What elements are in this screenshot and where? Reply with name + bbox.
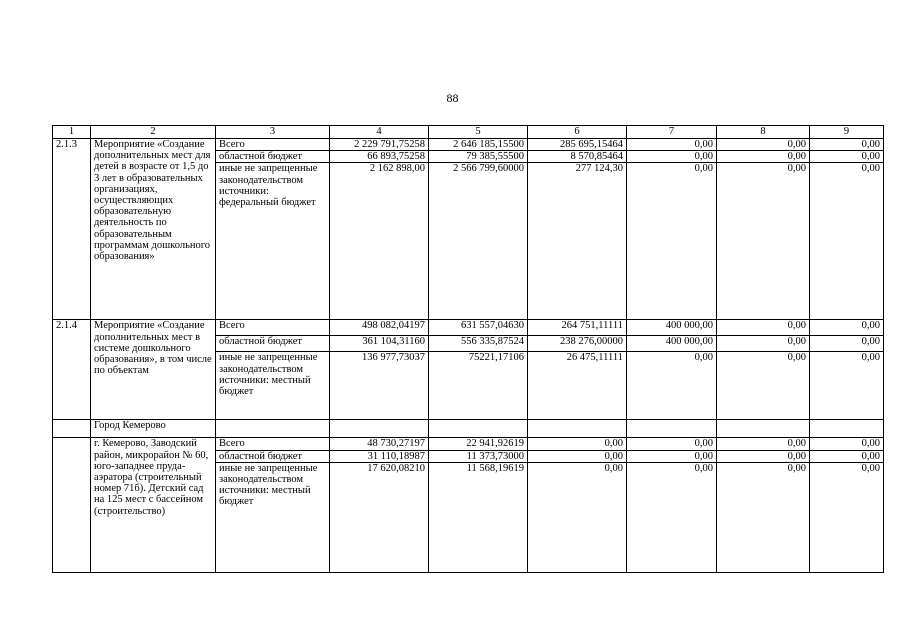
empty-cell <box>810 420 884 438</box>
funding-source: областной бюджет <box>216 450 330 462</box>
amount-cell: 79 385,55500 <box>429 151 528 163</box>
amount-cell: 0,00 <box>627 163 717 320</box>
amount-cell: 0,00 <box>627 139 717 151</box>
amount-cell: 0,00 <box>717 462 810 572</box>
amount-cell: 0,00 <box>717 438 810 450</box>
amount-cell: 0,00 <box>627 462 717 572</box>
amount-cell: 361 104,31160 <box>330 336 429 352</box>
amount-cell: 2 229 791,75258 <box>330 139 429 151</box>
funding-source: Всего <box>216 438 330 450</box>
amount-cell: 277 124,30 <box>528 163 627 320</box>
item-name: г. Кемерово, Заводский район, микрорайон № 60, юго-западнее пруда-аэратора (строительный номер 71б). Детский сад на 125 мест с бассейном (строительство) <box>91 438 216 572</box>
amount-cell: 400 000,00 <box>627 320 717 336</box>
amount-cell: 17 620,08210 <box>330 462 429 572</box>
amount-cell: 22 941,92619 <box>429 438 528 450</box>
funding-source: Всего <box>216 139 330 151</box>
amount-cell: 0,00 <box>717 163 810 320</box>
column-header: 6 <box>528 126 627 139</box>
empty-cell <box>53 420 91 438</box>
table-row <box>53 438 884 450</box>
column-header: 1 <box>53 126 91 139</box>
item-code <box>53 438 91 572</box>
column-header: 5 <box>429 126 528 139</box>
funding-source: областной бюджет <box>216 336 330 352</box>
amount-cell: 0,00 <box>810 139 884 151</box>
amount-cell: 0,00 <box>717 336 810 352</box>
amount-cell: 0,00 <box>717 151 810 163</box>
amount-cell: 0,00 <box>810 352 884 420</box>
amount-cell: 0,00 <box>810 320 884 336</box>
column-header: 7 <box>627 126 717 139</box>
table-row <box>53 420 884 438</box>
amount-cell: 556 335,87524 <box>429 336 528 352</box>
program-table <box>52 125 884 573</box>
page-number: 88 <box>446 91 459 105</box>
amount-cell: 31 110,18987 <box>330 450 429 462</box>
amount-cell: 0,00 <box>717 320 810 336</box>
column-header: 3 <box>216 126 330 139</box>
amount-cell: 0,00 <box>810 462 884 572</box>
column-header: 8 <box>717 126 810 139</box>
column-header: 4 <box>330 126 429 139</box>
amount-cell: 0,00 <box>717 450 810 462</box>
column-header: 9 <box>810 126 884 139</box>
amount-cell: 631 557,04630 <box>429 320 528 336</box>
amount-cell: 2 162 898,00 <box>330 163 429 320</box>
amount-cell: 0,00 <box>627 151 717 163</box>
amount-cell: 0,00 <box>627 450 717 462</box>
empty-cell <box>528 420 627 438</box>
table-header-row <box>53 126 884 139</box>
item-name: Мероприятие «Создание дополнительных мест в системе дошкольного образования», в том числе по объектам <box>91 320 216 420</box>
empty-cell <box>627 420 717 438</box>
amount-cell: 0,00 <box>717 139 810 151</box>
amount-cell: 498 082,04197 <box>330 320 429 336</box>
empty-cell <box>717 420 810 438</box>
amount-cell: 0,00 <box>810 163 884 320</box>
amount-cell: 238 276,00000 <box>528 336 627 352</box>
amount-cell: 136 977,73037 <box>330 352 429 420</box>
amount-cell: 0,00 <box>810 336 884 352</box>
city-name: Город Кемерово <box>91 420 216 438</box>
amount-cell: 0,00 <box>810 151 884 163</box>
amount-cell: 0,00 <box>528 438 627 450</box>
funding-source: областной бюджет <box>216 151 330 163</box>
amount-cell: 0,00 <box>717 352 810 420</box>
amount-cell: 11 373,73000 <box>429 450 528 462</box>
table-row <box>53 320 884 336</box>
empty-cell <box>429 420 528 438</box>
amount-cell: 11 568,19619 <box>429 462 528 572</box>
funding-source: иные не запрещенные законодательством источники: местный бюджет <box>216 352 330 420</box>
amount-cell: 0,00 <box>528 450 627 462</box>
item-code: 2.1.4 <box>53 320 91 420</box>
amount-cell: 26 475,11111 <box>528 352 627 420</box>
funding-source: иные не запрещенные законодательством источники: федеральный бюджет <box>216 163 330 320</box>
amount-cell: 66 893,75258 <box>330 151 429 163</box>
amount-cell: 264 751,11111 <box>528 320 627 336</box>
amount-cell: 0,00 <box>810 438 884 450</box>
amount-cell: 0,00 <box>810 450 884 462</box>
amount-cell: 8 570,85464 <box>528 151 627 163</box>
column-header: 2 <box>91 126 216 139</box>
amount-cell: 400 000,00 <box>627 336 717 352</box>
amount-cell: 75221,17106 <box>429 352 528 420</box>
empty-cell <box>330 420 429 438</box>
table-row <box>53 139 884 151</box>
amount-cell: 48 730,27197 <box>330 438 429 450</box>
item-name: Мероприятие «Создание дополнительных мест для детей в возрасте от 1,5 до 3 лет в образовательных организациях, осуществляющих образовательную деятельность по образовательным программам дошкольного образования» <box>91 139 216 320</box>
funding-source: Всего <box>216 320 330 336</box>
amount-cell: 2 566 799,60000 <box>429 163 528 320</box>
funding-source: иные не запрещенные законодательством источники: местный бюджет <box>216 462 330 572</box>
item-code: 2.1.3 <box>53 139 91 320</box>
amount-cell: 0,00 <box>627 352 717 420</box>
amount-cell: 0,00 <box>528 462 627 572</box>
amount-cell: 285 695,15464 <box>528 139 627 151</box>
empty-cell <box>216 420 330 438</box>
amount-cell: 0,00 <box>627 438 717 450</box>
amount-cell: 2 646 185,15500 <box>429 139 528 151</box>
